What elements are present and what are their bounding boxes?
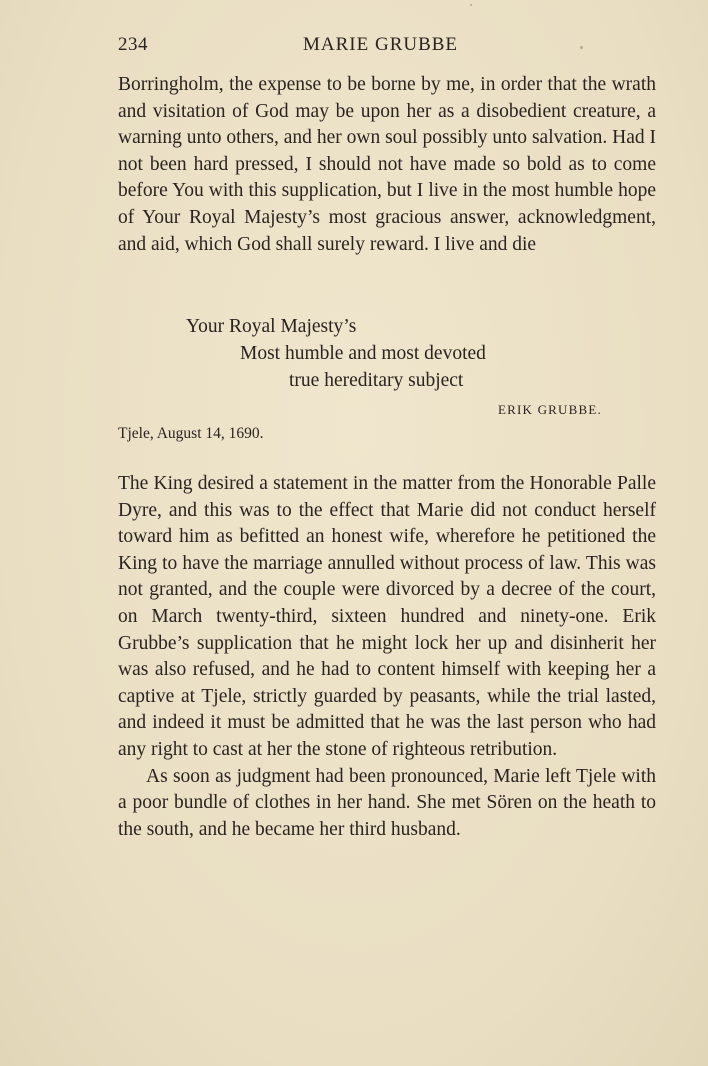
closing-line-3: true hereditary subject bbox=[289, 370, 464, 391]
letter-body: Borringholm, the expense to be borne by me, in order that the wrath and visitation of God may be upon her as a disobedient creature, a warning unto others, and her own soul possibly unto salvation. Had I not been hard pressed, I should not have made so bold as to come before You with this supplication, but I live in the most humble hope of Your Royal Majesty’s most gracious answer, acknowledgment, and aid, which God shall surely reward. I live and die bbox=[118, 74, 656, 255]
page-number: 234 bbox=[118, 34, 148, 55]
page-header bbox=[118, 34, 656, 62]
signature: ERIK GRUBBE. bbox=[498, 402, 602, 417]
running-head: MARIE GRUBBE bbox=[303, 34, 459, 55]
dateline: Tjele, August 14, 1690. bbox=[118, 425, 264, 442]
narrative-paragraph-2: As soon as judgment had been pronounced, Marie left Tjele with a poor bundle of clothes in her hand. She met Sören on the heath to the south, and he became her third husband. bbox=[118, 765, 656, 840]
paper-speck bbox=[580, 46, 583, 49]
closing-line-2: Most humble and most devoted bbox=[240, 343, 486, 364]
narrative-text bbox=[118, 471, 656, 843]
closing-line-1: Your Royal Majesty’s bbox=[186, 316, 357, 337]
page-text bbox=[118, 72, 656, 258]
paper-speck bbox=[470, 4, 472, 6]
narrative-paragraph-1: The King desired a statement in the matter from the Honorable Palle Dyre, and this was to the effect that Marie did not conduct herself toward him as befitted an honest wife, wherefore he petitioned the King to have the marriage annulled without process of law. This was not granted, and the couple were divorced by a decree of the court, on March twenty-third, sixteen hundred and ninety-one. Erik Grubbe’s supplication that he might lock her up and disinherit her was also refused, and he had to content himself with keeping her a captive at Tjele, strictly guarded by peasants, while the trial lasted, and indeed it must be admitted that he was the last person who had any right to cast at her the stone of righteous retribution. bbox=[118, 473, 656, 760]
